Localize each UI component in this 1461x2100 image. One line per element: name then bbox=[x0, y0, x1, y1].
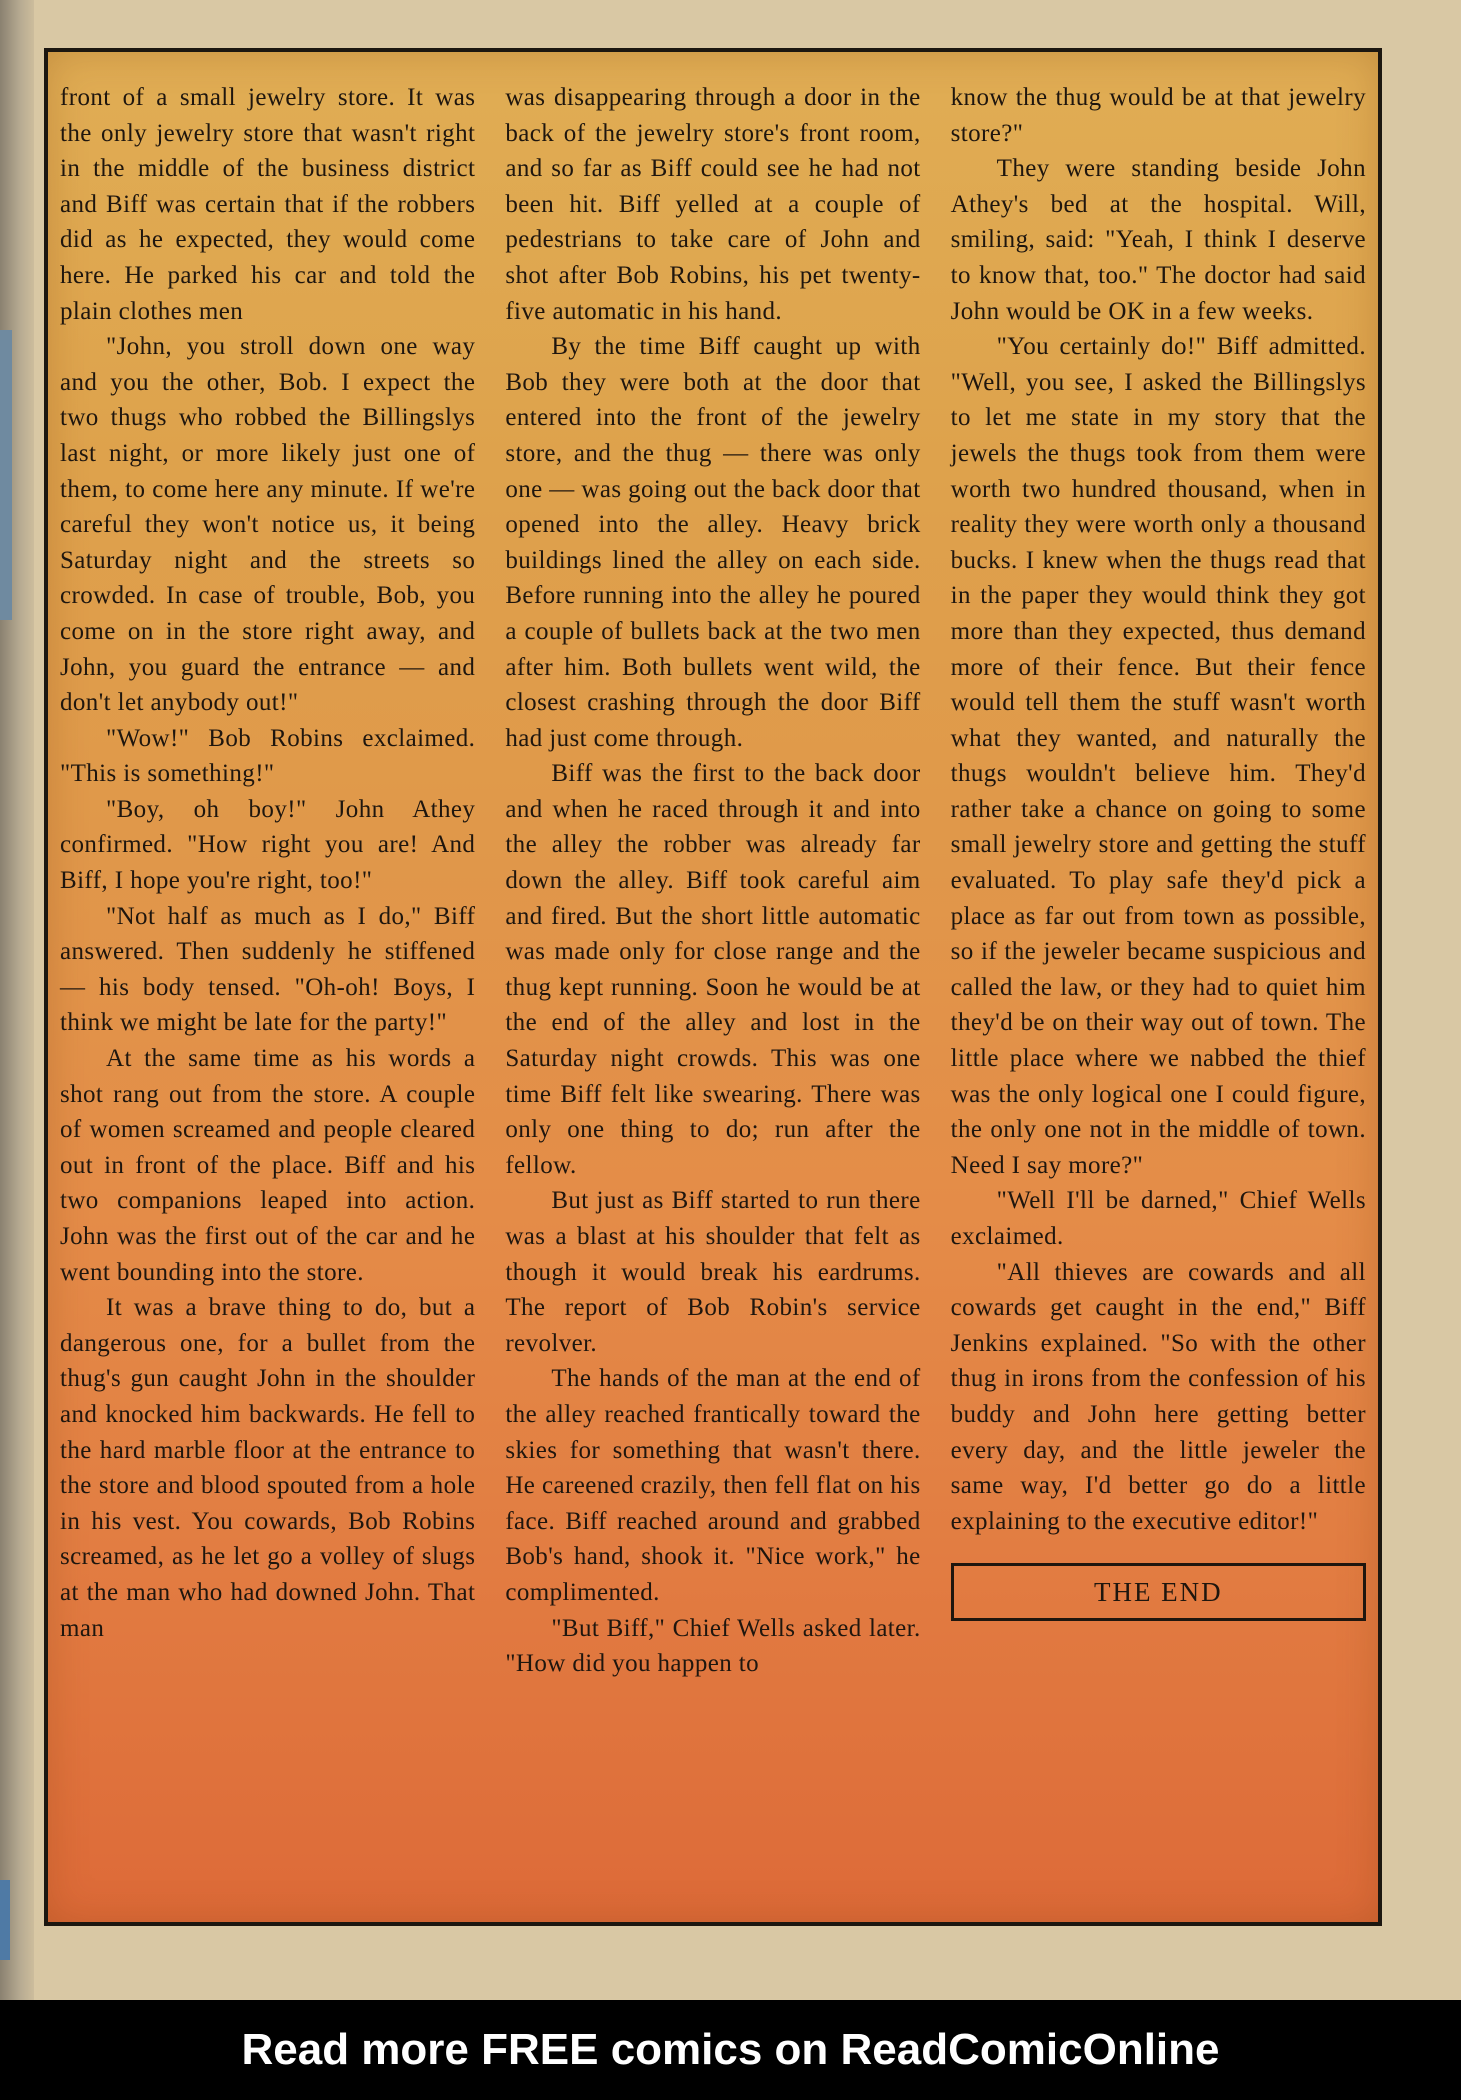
paragraph: "John, you stroll down one way and you the other, Bob. I expect the two thugs who robbed the Billingslys last night, or more likely just one of them, to come here any minute. If we're careful they won't notice us, it being Saturday night and the streets so crowded. In case of trouble, Bob, you come on in the store right away, and John, you guard the entrance — and don't let anybody out!" bbox=[60, 333, 476, 717]
paragraph: know the thug would be at that jewelry store?" bbox=[950, 84, 1366, 147]
column-2 bbox=[505, 80, 920, 1912]
column-3 bbox=[951, 80, 1366, 1912]
paragraph: was disappearing through a door in the back of the jewelry store's front room, and so far as Biff could see he had not been hit. Biff yelled at a couple of pedestrians to take care of John and shot after Bob Robins, his pet twenty-five automatic in his hand. bbox=[505, 84, 921, 325]
paragraph: "You certainly do!" Biff admitted. "Well, you see, I asked the Billingslys to let me state in my story that the jewels the thugs took from them were worth two hundred thousand, when in reality they were worth only a thousand bucks. I knew when the thugs read that in the paper they would think they got more than they expected, thus demand more of their fence. But their fence would tell them the stuff wasn't worth what they wanted, and naturally the thugs wouldn't believe him. They'd rather take a chance on going to some small jewelry store and getting the stuff evaluated. To play safe they'd pick a place as far out from town as possible, so if the jeweler became suspicious and called the law, or they had to quiet him they'd be on their way out of town. The little place where we nabbed the thief was the only logical one I could figure, the only one not in the middle of town. Need I say more?" bbox=[950, 333, 1366, 1179]
paragraph: It was a brave thing to do, but a dangerous one, for a bullet from the thug's gun caught John in the shoulder and knocked him backwards. He fell to the hard marble floor at the entrance to the store and blood spouted from a hole in his vest. You cowards, Bob Robins screamed, as he let go a volley of slugs at the man who had downed John. That man bbox=[60, 1294, 476, 1642]
paragraph: By the time Biff caught up with Bob they were both at the door that entered into the front of the jewelry store, and the thug — there was only one — was going out the back door that opened into the alley. Heavy brick buildings lined the alley on each side. Before running into the alley he poured a couple of bullets back at the two men after him. Both bullets went wild, the closest crashing through the door Biff had just come through. bbox=[505, 333, 921, 752]
paragraph: "Boy, oh boy!" John Athey confirmed. "How right you are! And Biff, I hope you're right, too!" bbox=[60, 795, 476, 895]
story-page bbox=[44, 48, 1382, 1926]
paragraph: front of a small jewelry store. It was the only jewelry store that wasn't right in the middle of the business district and Biff was certain that if the robbers did as he expected, they would come here. He parked his car and told the plain clothes men bbox=[60, 84, 476, 325]
text-columns bbox=[60, 80, 1366, 1912]
paragraph: Biff was the first to the back door and when he raced through it and into the alley the robber was already far down the alley. Biff took careful aim and fired. But the short little automatic was made only for close range and the thug kept running. Soon he would be at the end of the alley and lost in the Saturday night crowds. This was one time Biff felt like swearing. There was only one thing to do; run after the fellow. bbox=[505, 760, 921, 1179]
paragraph: But just as Biff started to run there was a blast at his shoulder that felt as though it would break his eardrums. The report of Bob Robin's service revolver. bbox=[505, 1187, 921, 1357]
paragraph: "Wow!" Bob Robins exclaimed. "This is something!" bbox=[60, 724, 476, 788]
paragraph: They were standing beside John Athey's bed at the hospital. Will, smiling, said: "Yeah, I think I deserve to know that, too." The doctor had said John would be OK in a few weeks. bbox=[950, 155, 1366, 325]
banner-text: Read more FREE comics on ReadComicOnline bbox=[241, 2025, 1220, 2074]
column-1 bbox=[60, 80, 475, 1912]
the-end-box: THE END bbox=[951, 1563, 1366, 1621]
paragraph: The hands of the man at the end of the alley reached frantically toward the skies for something that wasn't there. He careened crazily, then fell flat on his face. Biff reached around and grabbed Bob's hand, shook it. "Nice work," he complimented. bbox=[505, 1365, 921, 1606]
paragraph: "Well I'll be darned," Chief Wells exclaimed. bbox=[950, 1187, 1366, 1250]
paragraph: "But Biff," Chief Wells asked later. "How did you happen to bbox=[505, 1614, 921, 1678]
paragraph: "Not half as much as I do," Biff answered. Then suddenly he stiffened — his body tensed. "Oh-oh! Boys, I think we might be late for the party!" bbox=[60, 902, 476, 1037]
paragraph: "All thieves are cowards and all cowards get caught in the end," Biff Jenkins explained. "So with the other thug in irons from the confession of his buddy and John here getting better every day, and the little jeweler the same way, I'd better go do a little explaining to the executive editor!" bbox=[950, 1258, 1366, 1535]
page-gutter bbox=[0, 0, 34, 2000]
paragraph: At the same time as his words a shot rang out from the store. A couple of women screamed and people cleared out in front of the place. Biff and his two companions leaped into action. John was the first out of the car and he went bounding into the store. bbox=[60, 1045, 476, 1286]
promo-banner[interactable] bbox=[0, 2000, 1461, 2100]
